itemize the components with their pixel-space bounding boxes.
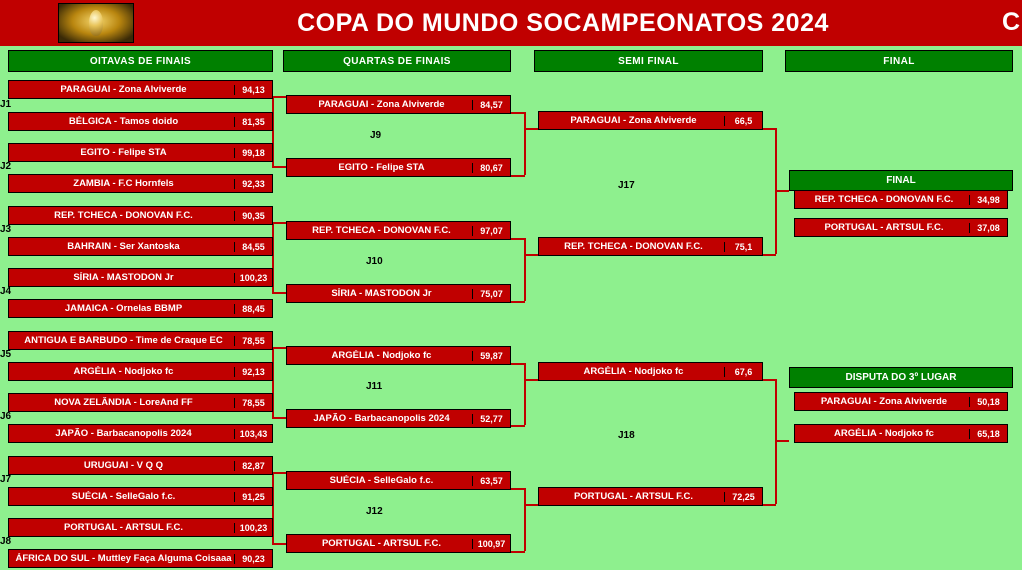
team-name: URUGUAI - V Q Q xyxy=(83,460,164,471)
team-score: 92,13 xyxy=(234,367,272,377)
match-id: J4 xyxy=(0,286,12,297)
round16-team[interactable] xyxy=(8,549,273,568)
team-score: 92,33 xyxy=(234,179,272,189)
team-score: 84,57 xyxy=(472,100,510,110)
team-name: PARAGUAI - Zona Alviverde xyxy=(60,84,187,95)
team-name: ARGÉLIA - Nodjoko fc xyxy=(331,350,432,361)
match-id: J8 xyxy=(0,536,12,547)
team-score: 75,1 xyxy=(724,242,762,252)
team-name: SUÉCIA - SelleGalo f.c. xyxy=(329,475,434,486)
team-score: 52,77 xyxy=(472,414,510,424)
team-score: 59,87 xyxy=(472,351,510,361)
team-name: PORTUGAL - ARTSUL F.C. xyxy=(573,491,694,502)
connector xyxy=(775,190,789,192)
connector xyxy=(511,363,525,365)
team-name: REP. TCHECA - DONOVAN F.C. xyxy=(814,194,954,205)
connector xyxy=(272,543,286,545)
connector xyxy=(762,504,776,506)
connector xyxy=(524,112,526,175)
team-score: 63,57 xyxy=(472,476,510,486)
team-name: ARGÉLIA - Nodjoko fc xyxy=(73,366,174,377)
connector xyxy=(511,238,525,240)
team-score: 88,45 xyxy=(234,304,272,314)
match-id: J10 xyxy=(366,256,383,267)
team-name: PARAGUAI - Zona Alviverde xyxy=(318,99,445,110)
team-name: PORTUGAL - ARTSUL F.C. xyxy=(824,222,944,233)
team-name: PARAGUAI - Zona Alviverde xyxy=(820,396,948,407)
match-id: J18 xyxy=(618,430,635,441)
connector xyxy=(524,128,538,130)
quarterfinal-team[interactable] xyxy=(286,284,511,303)
team-name: JAPÃO - Barbacanopolis 2024 xyxy=(313,413,450,424)
team-name: ZAMBIA - F.C Hornfels xyxy=(73,178,174,189)
team-score: 99,18 xyxy=(234,148,272,158)
page-header xyxy=(0,0,1022,46)
connector xyxy=(762,254,776,256)
connector xyxy=(762,379,776,381)
round16-team[interactable] xyxy=(8,80,273,99)
connector xyxy=(511,551,525,553)
team-name: NOVA ZELÂNDIA - LoreAnd FF xyxy=(54,397,193,408)
connector xyxy=(272,347,286,349)
round16-team[interactable] xyxy=(8,362,273,381)
team-name: ARGÉLIA - Nodjoko fc xyxy=(834,428,934,439)
match-id: J5 xyxy=(0,349,12,360)
match-id: J7 xyxy=(0,474,12,485)
round16-team[interactable] xyxy=(8,393,273,412)
match-id: J12 xyxy=(366,506,383,517)
final-section-title: FINAL xyxy=(789,170,1013,191)
match-id: J17 xyxy=(618,180,635,191)
quarterfinal-team[interactable] xyxy=(286,346,511,365)
team-score: 81,35 xyxy=(234,117,272,127)
header-right-letter: C xyxy=(1001,8,1020,36)
connector xyxy=(511,425,525,427)
match-id: J1 xyxy=(0,99,12,110)
team-score: 100,23 xyxy=(234,273,272,283)
quarterfinal-team[interactable] xyxy=(286,158,511,177)
connector xyxy=(524,254,538,256)
connector xyxy=(524,379,538,381)
team-score: 82,87 xyxy=(234,461,272,471)
team-name: JAPÃO - Barbacanopolis 2024 xyxy=(55,428,192,439)
final-team[interactable] xyxy=(794,190,1008,209)
round16-team[interactable] xyxy=(8,456,273,475)
connector xyxy=(272,472,286,474)
team-score: 100,23 xyxy=(234,523,272,533)
team-score: 78,55 xyxy=(234,398,272,408)
connector xyxy=(775,440,789,442)
round16-team[interactable] xyxy=(8,143,273,162)
match-id: J3 xyxy=(0,224,12,235)
team-score: 84,55 xyxy=(234,242,272,252)
team-name: PORTUGAL - ARTSUL F.C. xyxy=(321,538,442,549)
column-header-semifinal: SEMI FINAL xyxy=(534,50,763,72)
team-name: REP. TCHECA - DONOVAN F.C. xyxy=(54,210,193,221)
team-name: PARAGUAI - Zona Alviverde xyxy=(570,115,697,126)
quarterfinal-team[interactable] xyxy=(286,471,511,490)
team-score: 100,97 xyxy=(472,539,510,549)
team-score: 37,08 xyxy=(969,223,1007,233)
world-cup-trophy-logo xyxy=(58,3,134,43)
round16-team[interactable] xyxy=(8,518,273,537)
connector xyxy=(272,166,286,168)
team-score: 65,18 xyxy=(969,429,1007,439)
team-name: ARGÉLIA - Nodjoko fc xyxy=(583,366,684,377)
team-name: BÉLGICA - Tamos doido xyxy=(68,116,179,127)
connector xyxy=(272,417,286,419)
column-header-final: FINAL xyxy=(785,50,1013,72)
round16-team[interactable] xyxy=(8,237,273,256)
connector xyxy=(511,488,525,490)
team-name: JAMAICA - Ornelas BBMP xyxy=(64,303,183,314)
team-score: 103,43 xyxy=(234,429,272,439)
round16-team[interactable] xyxy=(8,487,273,506)
team-score: 75,07 xyxy=(472,289,510,299)
connector xyxy=(524,238,526,301)
team-name: PORTUGAL - ARTSUL F.C. xyxy=(63,522,184,533)
team-score: 80,67 xyxy=(472,163,510,173)
match-id: J9 xyxy=(370,130,382,141)
team-score: 91,25 xyxy=(234,492,272,502)
team-score: 72,25 xyxy=(724,492,762,502)
third-place-team[interactable] xyxy=(794,392,1008,411)
quarterfinal-team[interactable] xyxy=(286,409,511,428)
team-score: 34,98 xyxy=(969,195,1007,205)
round16-team[interactable] xyxy=(8,206,273,225)
column-header-quarterfinals: QUARTAS DE FINAIS xyxy=(283,50,511,72)
connector xyxy=(511,175,525,177)
semifinal-team[interactable] xyxy=(538,237,763,256)
round16-team[interactable] xyxy=(8,112,273,131)
semifinal-team[interactable] xyxy=(538,487,763,506)
team-score: 94,13 xyxy=(234,85,272,95)
connector xyxy=(524,504,538,506)
round16-team[interactable] xyxy=(8,174,273,193)
page-title: COPA DO MUNDO SOCAMPEONATOS 2024 xyxy=(297,8,829,37)
round16-team[interactable] xyxy=(8,331,273,350)
team-name: SÍRIA - MASTODON Jr xyxy=(73,272,174,283)
round16-team[interactable] xyxy=(8,268,273,287)
connector xyxy=(511,301,525,303)
team-name: EGITO - Felipe STA xyxy=(80,147,167,158)
connector xyxy=(272,96,286,98)
semifinal-team[interactable] xyxy=(538,362,763,381)
team-name: ANTIGUA E BARBUDO - Time de Craque EC xyxy=(24,335,223,346)
round16-team[interactable] xyxy=(8,424,273,443)
quarterfinal-team[interactable] xyxy=(286,221,511,240)
connector xyxy=(762,128,776,130)
team-name: SÍRIA - MASTODON Jr xyxy=(331,288,432,299)
team-name: EGITO - Felipe STA xyxy=(338,162,425,173)
team-name: BAHRAIN - Ser Xantoska xyxy=(67,241,180,252)
connector xyxy=(524,488,526,551)
connector xyxy=(272,292,286,294)
team-score: 90,35 xyxy=(234,211,272,221)
connector xyxy=(524,363,526,425)
connector xyxy=(511,112,525,114)
team-score: 67,6 xyxy=(724,367,762,377)
semifinal-team[interactable] xyxy=(538,111,763,130)
team-score: 66,5 xyxy=(724,116,762,126)
team-name: REP. TCHECA - DONOVAN F.C. xyxy=(312,225,451,236)
team-score: 97,07 xyxy=(472,226,510,236)
connector xyxy=(272,222,286,224)
final-team[interactable] xyxy=(794,218,1008,237)
team-score: 90,23 xyxy=(234,554,272,564)
match-id: J11 xyxy=(366,381,383,392)
column-header-round-of-16: OITAVAS DE FINAIS xyxy=(8,50,273,72)
team-name: ÁFRICA DO SUL - Muttley Faça Alguma Coisaaa xyxy=(15,553,232,564)
quarterfinal-team[interactable] xyxy=(286,95,511,114)
match-id: J2 xyxy=(0,161,12,172)
third-place-team[interactable] xyxy=(794,424,1008,443)
match-id: J6 xyxy=(0,411,12,422)
team-name: SUÉCIA - SelleGalo f.c. xyxy=(71,491,176,502)
team-name: REP. TCHECA - DONOVAN F.C. xyxy=(564,241,703,252)
quarterfinal-team[interactable] xyxy=(286,534,511,553)
round16-team[interactable] xyxy=(8,299,273,318)
third-place-section-title: DISPUTA DO 3º LUGAR xyxy=(789,367,1013,388)
team-score: 50,18 xyxy=(969,397,1007,407)
team-score: 78,55 xyxy=(234,336,272,346)
